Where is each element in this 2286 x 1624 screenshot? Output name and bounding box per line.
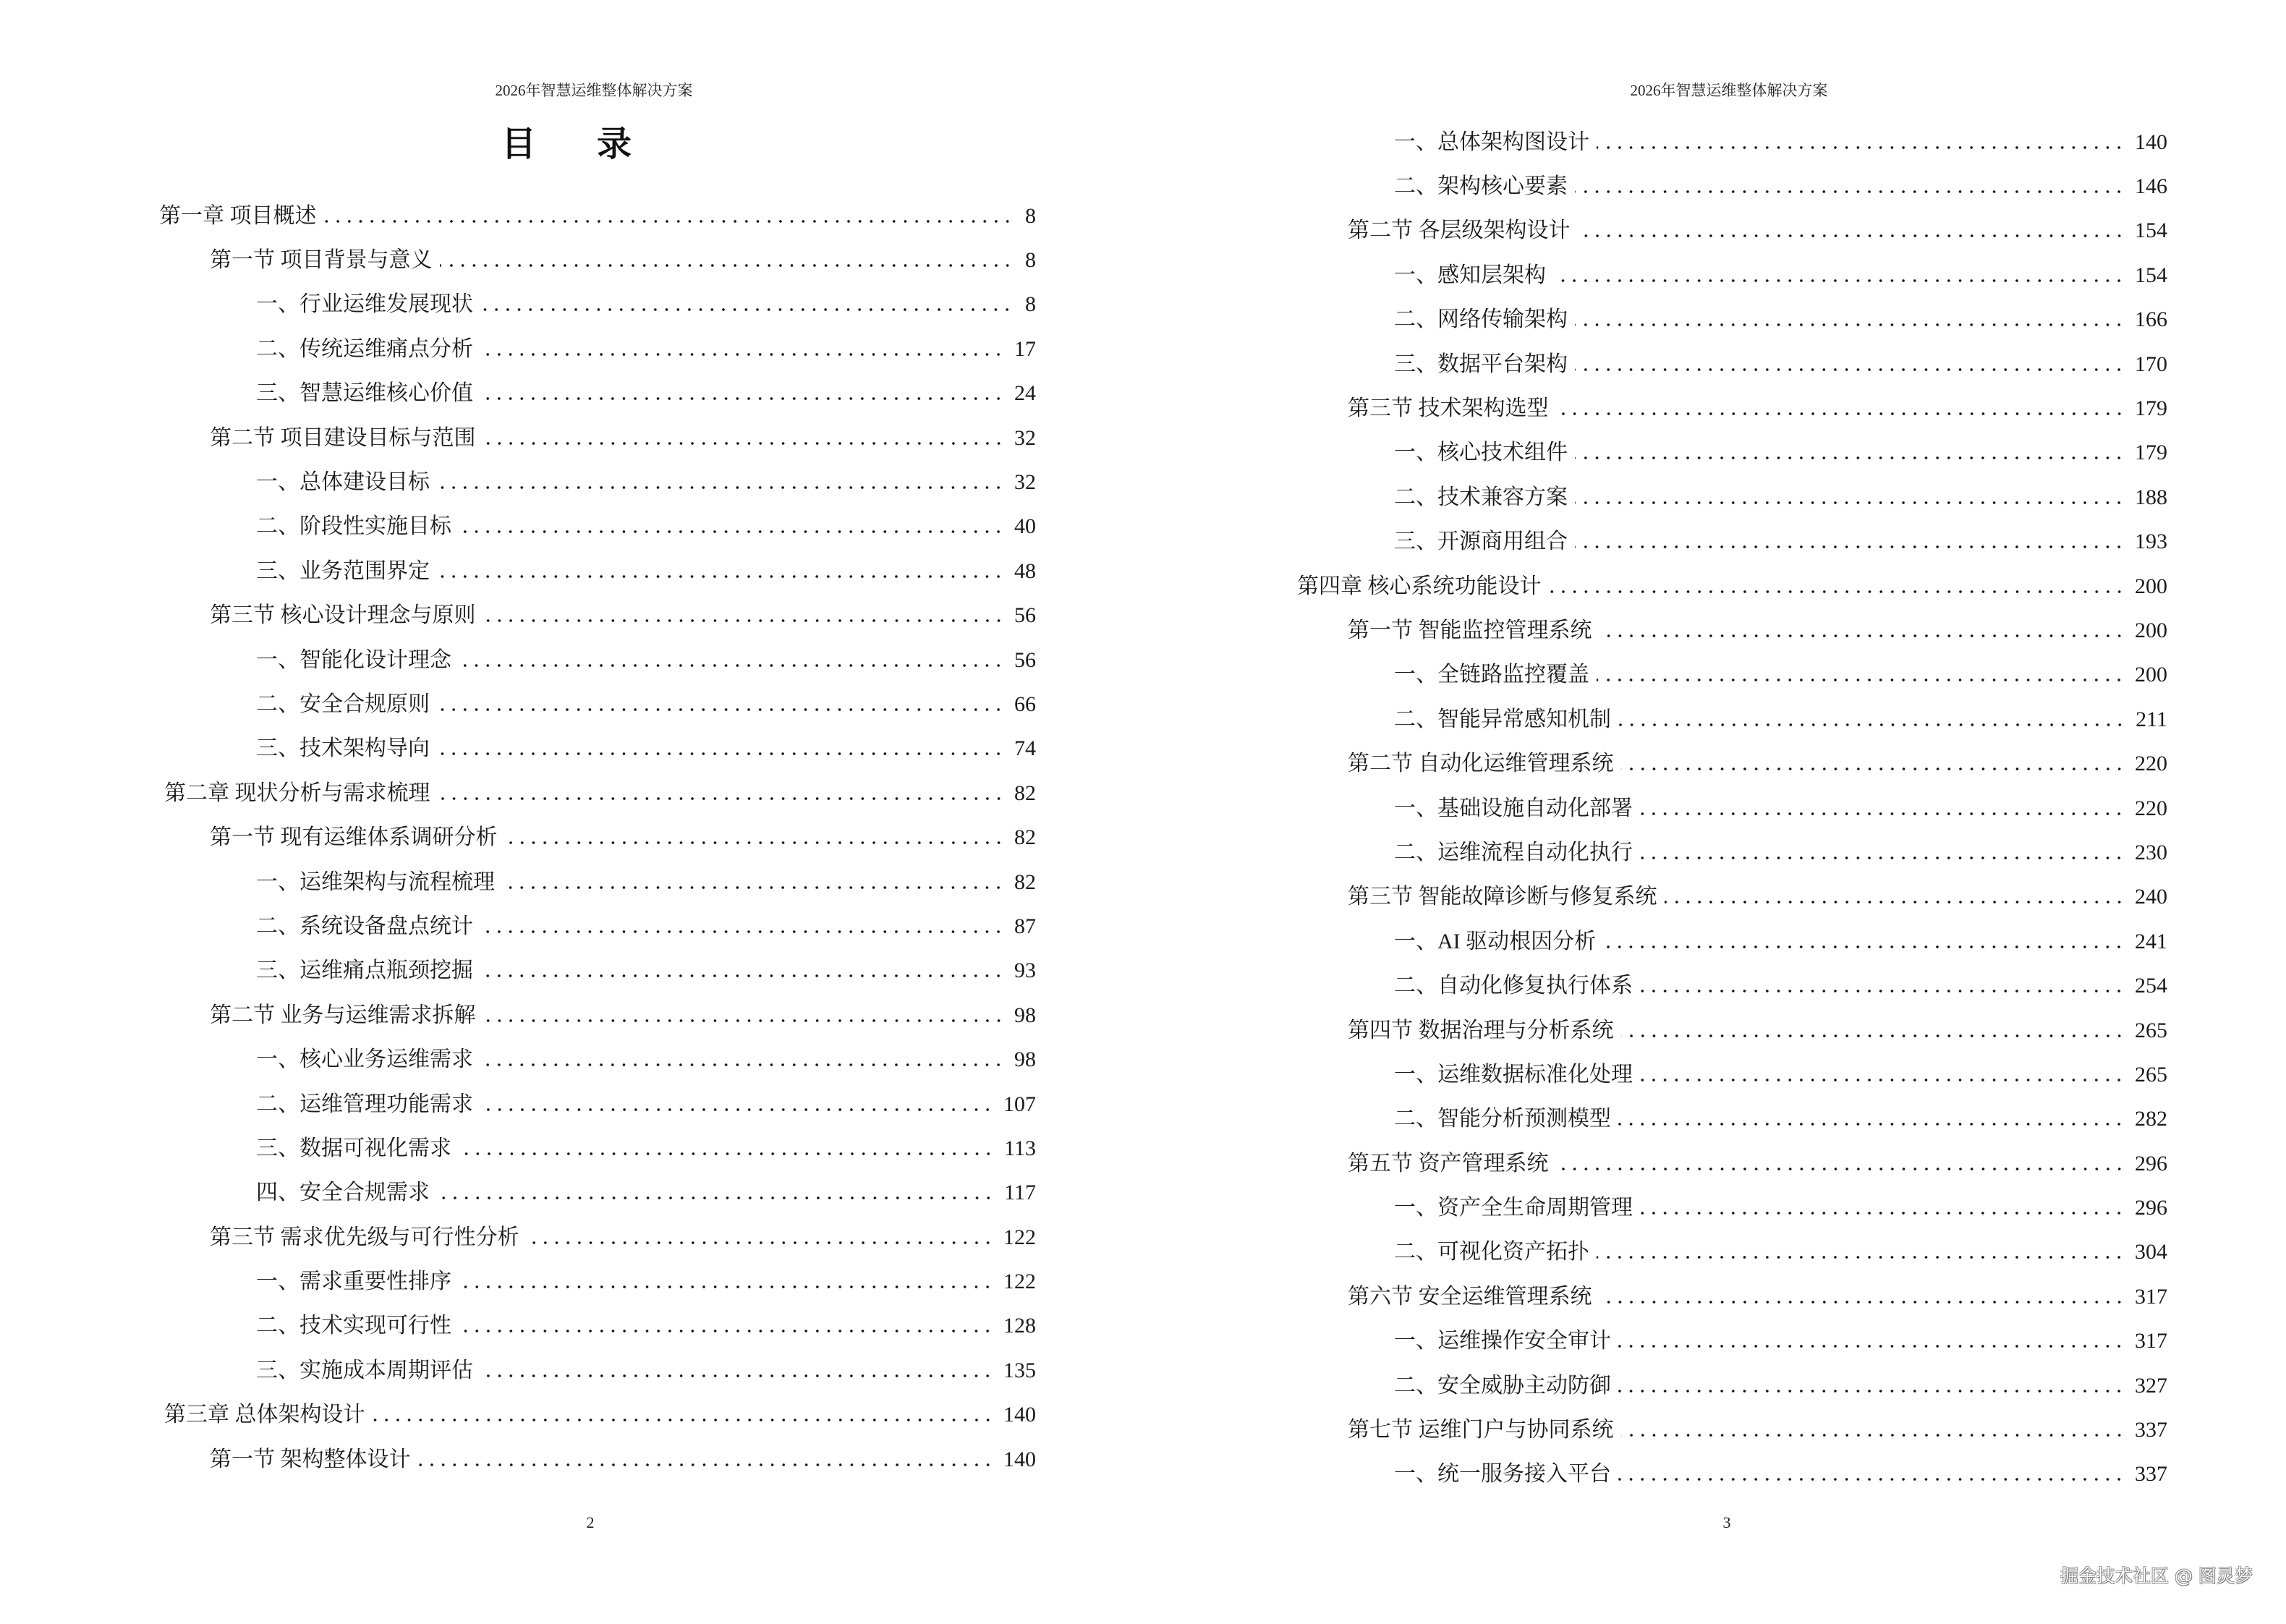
toc-entry-page-number: 188	[2135, 485, 2167, 509]
toc-entry-page-number: 179	[2135, 441, 2167, 465]
dot-leader	[1621, 1034, 2125, 1037]
toc-entry-section[interactable]	[1297, 741, 2167, 786]
toc-entry-page-number: 220	[2135, 796, 2167, 820]
watermark: 掘金技术社区 @ 图灵梦	[2060, 1565, 2253, 1586]
toc-entry-page-number: 304	[2135, 1240, 2167, 1264]
toc-entry-label: 二、系统设备盘点统计	[256, 914, 473, 938]
toc-list	[159, 194, 1036, 1481]
toc-entry-page-number: 117	[1004, 1181, 1036, 1205]
toc-entry-chapter[interactable]	[159, 771, 1036, 815]
toc-entry-label: 三、技术架构导向	[256, 736, 430, 761]
toc-entry-section[interactable]	[159, 993, 1036, 1037]
toc-entry-section[interactable]	[159, 1215, 1036, 1259]
toc-entry-label: 一、资产全生命周期管理	[1394, 1196, 1633, 1220]
toc-entry-label: 一、运维操作安全审计	[1394, 1329, 1611, 1353]
page-number: 2	[586, 1513, 595, 1531]
toc-entry-page-number: 211	[2136, 707, 2167, 731]
dot-leader	[1618, 1345, 2125, 1348]
toc-entry-label: 二、阶段性实施目标	[256, 514, 451, 539]
dot-leader	[418, 1463, 994, 1466]
toc-entry-label: 一、运维数据标准化处理	[1394, 1062, 1633, 1087]
toc-entry-label: 第二章 现状分析与需求梳理	[164, 781, 430, 805]
dot-leader	[480, 353, 1004, 356]
toc-entry-label: 第二节 各层级架构设计	[1348, 218, 1571, 243]
toc-entry-page-number: 32	[1014, 470, 1036, 495]
toc-entry-label: 三、数据平台架构	[1394, 352, 1568, 376]
dot-leader	[1597, 679, 2125, 681]
toc-entry-subsection[interactable]	[1297, 164, 2167, 208]
toc-entry-page-number: 200	[2135, 574, 2167, 598]
toc-entry-page-number: 40	[1014, 514, 1036, 539]
toc-entry-section[interactable]	[159, 815, 1036, 859]
toc-entry-subsection[interactable]	[1297, 1097, 2167, 1142]
toc-entry-page-number: 166	[2135, 307, 2167, 332]
dot-leader	[1603, 945, 2125, 948]
toc-entry-label: 三、智慧运维核心价值	[256, 381, 473, 406]
toc-entry-page-number: 8	[1025, 292, 1036, 317]
toc-entry-page-number: 122	[1003, 1270, 1036, 1294]
toc-entry-subsection[interactable]	[1297, 1053, 2167, 1097]
toc-entry-page-number: 32	[1014, 425, 1036, 450]
dot-leader	[1618, 723, 2125, 726]
toc-entry-label: 第二节 项目建设目标与范围	[210, 425, 476, 450]
toc-entry-label: 第一章 项目概述	[159, 203, 317, 228]
toc-entry-section[interactable]	[1297, 386, 2167, 430]
toc-entry-label: 一、统一服务接入平台	[1394, 1462, 1611, 1487]
toc-entry-label: 二、技术实现可行性	[256, 1314, 451, 1338]
toc-entry-label: 三、开源商用组合	[1394, 530, 1568, 554]
dot-leader	[1575, 368, 2125, 371]
toc-entry-label: 一、智能化设计理念	[256, 647, 451, 672]
dot-leader	[480, 1374, 993, 1377]
document-page-right	[1143, 0, 2286, 1624]
dot-leader	[1621, 1434, 2125, 1437]
dot-leader	[1575, 545, 2125, 548]
toc-entry-page-number: 98	[1014, 1047, 1036, 1072]
toc-entry-page-number: 296	[2135, 1151, 2167, 1176]
dot-leader	[483, 442, 1005, 445]
toc-entry-label: 三、数据可视化需求	[256, 1136, 451, 1160]
dot-leader	[1553, 279, 2125, 282]
toc-entry-page-number: 265	[2135, 1018, 2167, 1042]
toc-entry-chapter[interactable]	[159, 1393, 1036, 1437]
toc-entry-subsection[interactable]	[1297, 253, 2167, 297]
toc-entry-subsection[interactable]	[159, 283, 1036, 327]
toc-entry-subsection[interactable]	[1297, 431, 2167, 475]
toc-entry-page-number: 140	[2135, 129, 2167, 154]
toc-entry-subsection[interactable]	[159, 549, 1036, 593]
toc-entry-label: 第一节 架构整体设计	[210, 1447, 411, 1471]
dot-leader	[1575, 190, 2125, 193]
toc-entry-page-number: 17	[1014, 336, 1036, 361]
page-number: 3	[1722, 1513, 1731, 1531]
toc-entry-page-number: 193	[2135, 530, 2167, 554]
running-header: 2026年智慧运维整体解决方案	[495, 82, 693, 99]
toc-entry-page-number: 317	[2135, 1284, 2167, 1309]
toc-entry-label: 二、运维流程自动化执行	[1394, 840, 1633, 864]
toc-entry-subsection[interactable]	[159, 505, 1036, 549]
toc-entry-label: 四、安全合规需求	[256, 1181, 430, 1205]
dot-leader	[1597, 146, 2125, 149]
toc-entry-subsection[interactable]	[159, 1348, 1036, 1393]
toc-entry-label: 三、实施成本周期评估	[256, 1358, 473, 1382]
toc-entry-page-number: 254	[2135, 974, 2167, 998]
toc-entry-label: 一、总体建设目标	[256, 470, 430, 495]
toc-entry-label: 一、基础设施自动化部署	[1394, 796, 1633, 820]
toc-entry-label: 二、运维管理功能需求	[256, 1092, 473, 1116]
toc-entry-page-number: 82	[1014, 870, 1036, 894]
dot-leader	[1665, 901, 2125, 904]
dot-leader	[459, 1330, 993, 1332]
toc-entry-subsection[interactable]	[159, 1171, 1036, 1215]
toc-entry-page-number: 122	[1003, 1225, 1036, 1249]
toc-entry-label: 第三节 技术架构选型	[1348, 396, 1549, 421]
dot-leader	[459, 1285, 993, 1288]
dot-leader	[1556, 412, 2125, 415]
dot-leader	[440, 264, 1014, 267]
toc-entry-subsection[interactable]	[1297, 1319, 2167, 1364]
toc-entry-section[interactable]	[1297, 1275, 2167, 1319]
toc-entry-label: 二、技术兼容方案	[1394, 485, 1568, 509]
toc-entry-page-number: 282	[2135, 1107, 2167, 1131]
toc-entry-label: 第三章 总体架构设计	[164, 1403, 365, 1427]
toc-entry-label: 一、全链路监控覆盖	[1394, 663, 1589, 687]
toc-entry-subsection[interactable]	[159, 1259, 1036, 1304]
toc-entry-subsection[interactable]	[159, 1304, 1036, 1348]
toc-entry-subsection[interactable]	[1297, 475, 2167, 519]
toc-entry-label: 一、AI 驱动根因分析	[1394, 929, 1597, 953]
dot-leader	[505, 841, 1005, 844]
toc-entry-section[interactable]	[159, 594, 1036, 638]
dot-leader	[438, 797, 1005, 800]
toc-entry-page-number: 337	[2135, 1462, 2167, 1487]
toc-entry-subsection[interactable]	[159, 327, 1036, 371]
toc-entry-subsection[interactable]	[159, 727, 1036, 771]
dot-leader	[502, 886, 1004, 889]
toc-entry-label: 一、需求重要性排序	[256, 1270, 451, 1294]
dot-leader	[1549, 590, 2125, 593]
dot-leader	[527, 1241, 994, 1244]
toc-entry-subsection[interactable]	[159, 904, 1036, 948]
toc-entry-label: 第三节 需求优先级与可行性分析	[210, 1225, 519, 1249]
toc-entry-section[interactable]	[159, 1437, 1036, 1481]
dot-leader	[437, 1196, 994, 1199]
dot-leader	[480, 397, 1004, 400]
dot-leader	[1575, 323, 2125, 326]
dot-leader	[437, 575, 1004, 578]
toc-entry-label: 第四章 核心系统功能设计	[1297, 574, 1542, 598]
toc-entry-page-number: 8	[1025, 248, 1036, 273]
toc-entry-label: 二、安全威胁主动防御	[1394, 1373, 1611, 1398]
toc-entry-label: 第一节 现有运维体系调研分析	[210, 825, 498, 850]
toc-entry-label: 第四节 数据治理与分析系统	[1348, 1018, 1614, 1042]
toc-entry-subsection[interactable]	[159, 1082, 1036, 1126]
toc-entry-label: 一、核心技术组件	[1394, 441, 1568, 465]
dot-leader	[480, 1108, 993, 1111]
dot-leader	[437, 486, 1004, 489]
dot-leader	[1640, 990, 2125, 992]
toc-entry-subsection[interactable]	[159, 638, 1036, 682]
dot-leader	[1618, 1123, 2125, 1126]
toc-entry-label: 三、运维痛点瓶颈挖掘	[256, 958, 473, 983]
toc-entry-label: 一、核心业务运维需求	[256, 1047, 473, 1072]
toc-entry-label: 一、行业运维发展现状	[256, 292, 473, 317]
toc-entry-chapter[interactable]	[159, 194, 1036, 238]
toc-entry-page-number: 337	[2135, 1418, 2167, 1442]
toc-entry-label: 第六节 安全运维管理系统	[1348, 1284, 1592, 1309]
dot-leader	[437, 708, 1004, 711]
toc-entry-subsection[interactable]	[1297, 342, 2167, 386]
toc-title: 目 录	[501, 125, 658, 163]
dot-leader	[480, 1063, 1004, 1066]
dot-leader	[480, 308, 1013, 311]
toc-entry-page-number: 66	[1014, 692, 1036, 716]
toc-entry-section[interactable]	[1297, 209, 2167, 253]
toc-entry-page-number: 128	[1003, 1314, 1036, 1338]
toc-entry-page-number: 240	[2135, 885, 2167, 909]
toc-entry-page-number: 200	[2135, 663, 2167, 687]
dot-leader	[1578, 234, 2125, 237]
dot-leader	[483, 619, 1005, 622]
dot-leader	[1599, 1301, 2125, 1304]
toc-entry-subsection[interactable]	[159, 860, 1036, 904]
dot-leader	[1640, 856, 2125, 859]
toc-entry-page-number: 140	[1003, 1403, 1036, 1427]
toc-entry-page-number: 82	[1014, 825, 1036, 850]
dot-leader	[1575, 501, 2125, 504]
toc-entry-label: 第三节 智能故障诊断与修复系统	[1348, 885, 1657, 909]
dot-leader	[483, 1019, 1005, 1022]
toc-entry-label: 二、可视化资产拓扑	[1394, 1240, 1589, 1264]
toc-entry-label: 二、传统运维痛点分析	[256, 336, 473, 361]
toc-entry-page-number: 154	[2135, 263, 2167, 287]
toc-entry-label: 二、智能分析预测模型	[1394, 1107, 1611, 1131]
dot-leader	[459, 1152, 994, 1155]
toc-entry-page-number: 48	[1014, 558, 1036, 583]
dot-leader	[1640, 1079, 2125, 1081]
toc-entry-page-number: 74	[1014, 736, 1036, 761]
toc-entry-subsection[interactable]	[159, 460, 1036, 504]
toc-entry-page-number: 56	[1014, 603, 1036, 628]
dot-leader	[1640, 812, 2125, 815]
toc-entry-page-number: 296	[2135, 1196, 2167, 1220]
toc-entry-label: 一、总体架构图设计	[1394, 129, 1589, 154]
toc-entry-label: 第二节 自动化运维管理系统	[1348, 752, 1614, 776]
toc-entry-page-number: 154	[2135, 218, 2167, 243]
dot-leader	[1575, 456, 2125, 459]
toc-entry-page-number: 24	[1014, 381, 1036, 406]
toc-entry-subsection[interactable]	[1297, 653, 2167, 697]
toc-entry-section[interactable]	[1297, 608, 2167, 652]
toc-entry-page-number: 56	[1014, 647, 1036, 672]
toc-entry-label: 第一节 智能监控管理系统	[1348, 618, 1592, 642]
toc-entry-page-number: 146	[2135, 174, 2167, 199]
toc-entry-page-number: 135	[1003, 1358, 1036, 1382]
toc-entry-page-number: 93	[1014, 958, 1036, 983]
toc-entry-section[interactable]	[1297, 875, 2167, 919]
toc-entry-subsection[interactable]	[1297, 1230, 2167, 1275]
toc-entry-subsection[interactable]	[1297, 1186, 2167, 1230]
dot-leader	[437, 752, 1004, 755]
toc-entry-label: 第七节 运维门户与协同系统	[1348, 1418, 1614, 1442]
toc-entry-section[interactable]	[1297, 1408, 2167, 1452]
toc-entry-subsection[interactable]	[1297, 298, 2167, 342]
toc-entry-subsection[interactable]	[1297, 786, 2167, 830]
toc-entry-subsection[interactable]	[1297, 1453, 2167, 1497]
dot-leader	[1599, 634, 2125, 637]
toc-entry-page-number: 179	[2135, 396, 2167, 421]
toc-entry-label: 二、安全合规原则	[256, 692, 430, 716]
toc-entry-page-number: 140	[1003, 1447, 1036, 1471]
dot-leader	[1621, 768, 2125, 770]
dot-leader	[373, 1419, 994, 1421]
dot-leader	[1640, 1212, 2125, 1215]
dot-leader	[480, 974, 1004, 977]
toc-entry-subsection[interactable]	[159, 949, 1036, 993]
toc-entry-label: 一、运维架构与流程梳理	[256, 870, 495, 894]
toc-entry-subsection[interactable]	[1297, 964, 2167, 1008]
toc-entry-label: 第二节 业务与运维需求拆解	[210, 1003, 476, 1027]
toc-entry-page-number: 8	[1025, 203, 1036, 228]
toc-entry-label: 二、网络传输架构	[1394, 307, 1568, 332]
toc-entry-page-number: 82	[1014, 781, 1036, 805]
running-header: 2026年智慧运维整体解决方案	[1630, 82, 1828, 99]
toc-entry-subsection[interactable]	[1297, 1364, 2167, 1408]
dot-leader	[1597, 1256, 2125, 1259]
dot-leader	[459, 664, 1004, 667]
dot-leader	[324, 220, 1014, 223]
toc-entry-label: 一、感知层架构	[1394, 263, 1546, 287]
toc-entry-page-number: 170	[2135, 352, 2167, 376]
toc-entry-page-number: 113	[1004, 1136, 1036, 1160]
toc-entry-label: 三、业务范围界定	[256, 558, 430, 583]
dot-leader	[480, 930, 1004, 933]
toc-entry-subsection[interactable]	[159, 1037, 1036, 1081]
toc-entry-label: 二、架构核心要素	[1394, 174, 1568, 199]
toc-entry-subsection[interactable]	[159, 1126, 1036, 1170]
dot-leader	[459, 530, 1004, 533]
toc-entry-page-number: 98	[1014, 1003, 1036, 1027]
toc-entry-page-number: 327	[2135, 1373, 2167, 1398]
toc-entry-section[interactable]	[159, 416, 1036, 460]
toc-entry-page-number: 107	[1003, 1092, 1036, 1116]
toc-entry-section[interactable]	[1297, 1142, 2167, 1186]
toc-entry-label: 第三节 核心设计理念与原则	[210, 603, 476, 628]
toc-entry-page-number: 220	[2135, 752, 2167, 776]
toc-entry-label: 第五节 资产管理系统	[1348, 1151, 1549, 1176]
toc-entry-subsection[interactable]	[1297, 919, 2167, 964]
toc-entry-subsection[interactable]	[1297, 520, 2167, 564]
toc-entry-section[interactable]	[1297, 1008, 2167, 1053]
toc-entry-subsection[interactable]	[1297, 697, 2167, 741]
toc-entry-label: 第一节 项目背景与意义	[210, 248, 433, 273]
toc-entry-section[interactable]	[159, 238, 1036, 282]
toc-entry-page-number: 317	[2135, 1329, 2167, 1353]
toc-entry-subsection[interactable]	[1297, 830, 2167, 875]
toc-entry-subsection[interactable]	[1297, 120, 2167, 164]
toc-entry-chapter[interactable]	[1297, 564, 2167, 608]
dot-leader	[1618, 1478, 2125, 1481]
dot-leader	[1556, 1168, 2125, 1170]
toc-entry-subsection[interactable]	[159, 682, 1036, 726]
toc-entry-label: 二、智能异常感知机制	[1394, 707, 1611, 731]
dot-leader	[1618, 1390, 2125, 1393]
toc-entry-subsection[interactable]	[159, 372, 1036, 416]
toc-list	[1297, 120, 2167, 1497]
toc-entry-page-number: 87	[1014, 914, 1036, 938]
toc-entry-page-number: 230	[2135, 840, 2167, 864]
toc-entry-page-number: 265	[2135, 1062, 2167, 1087]
toc-entry-page-number: 200	[2135, 618, 2167, 642]
toc-entry-page-number: 241	[2135, 929, 2167, 953]
toc-entry-label: 二、自动化修复执行体系	[1394, 974, 1633, 998]
